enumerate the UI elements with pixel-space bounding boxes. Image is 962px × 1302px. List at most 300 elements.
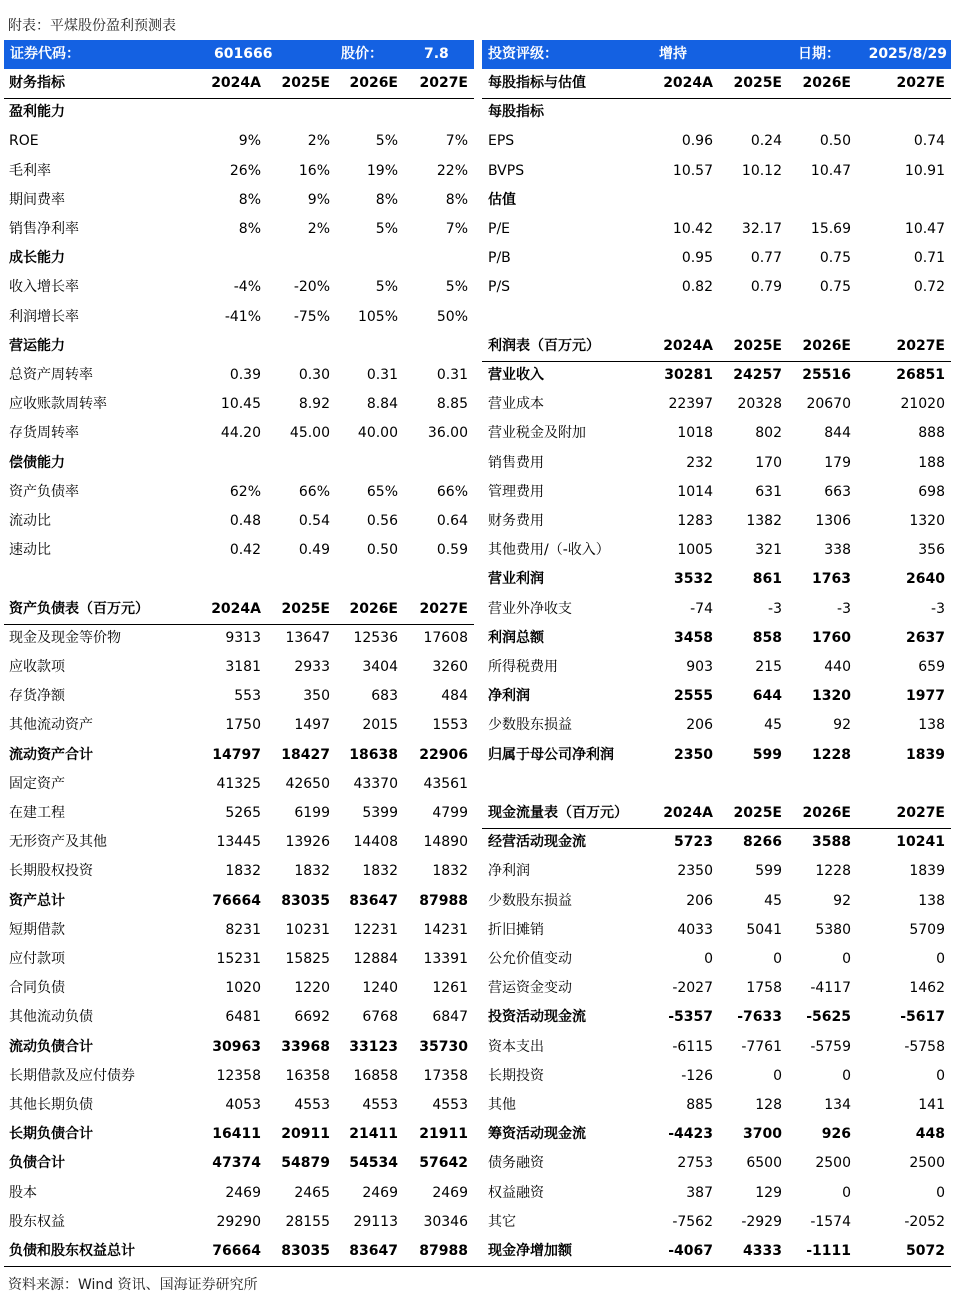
table-row: [4, 186, 474, 215]
value-cell: 15.69: [810, 221, 851, 237]
value-cell: 36.00: [427, 425, 468, 442]
value-cell: 5%: [375, 133, 398, 150]
value-cell: -75%: [293, 308, 330, 325]
value-cell: 50%: [436, 308, 468, 325]
value-cell: 0.82: [681, 279, 713, 296]
row-label: 资本支出: [488, 1038, 544, 1055]
value-cell: 0.56: [366, 513, 398, 529]
section-row: [482, 186, 951, 215]
value-cell: 1832: [294, 863, 330, 880]
value-cell: 0.39: [229, 367, 261, 383]
value-cell: 2500: [909, 1155, 945, 1172]
value-cell: -1574: [810, 1213, 851, 1230]
date-value: 2025/8/29: [868, 46, 947, 62]
value-cell: 22906: [419, 746, 468, 763]
value-cell: -3: [931, 600, 945, 617]
row-label: 长期借款及应付债券: [9, 1067, 135, 1084]
table-row: [4, 390, 474, 419]
value-cell: 1005: [677, 542, 713, 559]
row-label: 现金流量表（百万元）: [488, 805, 628, 821]
value-cell: 2027E: [896, 75, 945, 91]
table-row: [4, 857, 474, 886]
value-cell: 138: [918, 717, 945, 734]
row-label: 总资产周转率: [9, 367, 93, 383]
value-cell: 8266: [743, 834, 782, 851]
value-cell: 5380: [815, 921, 851, 938]
row-label: 偿债能力: [9, 454, 65, 471]
value-cell: 8231: [225, 921, 261, 938]
source-note: 资料来源：Wind 资讯、国海证券研究所: [8, 1277, 258, 1293]
value-cell: 2027E: [419, 75, 468, 91]
value-cell: 6199: [294, 805, 330, 821]
table-row: [482, 1120, 951, 1149]
value-cell: 9%: [307, 191, 330, 208]
value-cell: 5%: [445, 279, 468, 296]
value-cell: 321: [755, 542, 782, 559]
value-cell: 1553: [432, 717, 468, 734]
row-label: 负债和股东权益总计: [9, 1243, 135, 1259]
value-cell: 12536: [353, 629, 398, 646]
value-cell: 4553: [432, 1097, 468, 1113]
value-cell: 170: [755, 454, 782, 471]
value-cell: 2933: [294, 659, 330, 675]
value-cell: 45: [764, 892, 782, 909]
table-header-row: [4, 595, 474, 625]
table-row: [4, 507, 474, 536]
spacer-row: [4, 565, 474, 594]
value-cell: 0: [773, 951, 782, 967]
value-cell: -5759: [810, 1038, 851, 1055]
value-cell: 43561: [423, 775, 468, 792]
value-cell: 2024A: [663, 805, 713, 821]
table-header-row: [482, 69, 951, 99]
value-cell: -2929: [741, 1213, 782, 1230]
table-row: [4, 215, 474, 244]
table-row: [482, 127, 951, 156]
value-cell: 888: [918, 425, 945, 442]
value-cell: 92: [833, 892, 851, 909]
value-cell: 20328: [737, 396, 782, 413]
row-label: 在建工程: [9, 805, 65, 821]
row-label: 营运资金变动: [488, 980, 572, 997]
value-cell: 29290: [216, 1213, 261, 1230]
row-label: 资产负债表（百万元）: [9, 600, 149, 617]
value-cell: 30963: [212, 1038, 261, 1055]
row-label: 现金净增加额: [488, 1243, 572, 1259]
row-label: 其他流动资产: [9, 717, 93, 734]
value-cell: 10.42: [672, 221, 713, 237]
value-cell: 2350: [674, 746, 713, 763]
value-cell: 448: [915, 1126, 945, 1143]
value-cell: 6692: [294, 1009, 330, 1026]
value-cell: 2027E: [896, 337, 945, 354]
value-cell: 105%: [357, 308, 398, 325]
row-label: 销售净利率: [9, 221, 79, 237]
value-cell: 1763: [812, 571, 851, 588]
value-cell: 4553: [362, 1097, 398, 1113]
value-cell: 0.75: [819, 279, 851, 296]
value-cell: 26%: [229, 162, 261, 179]
value-cell: -4067: [668, 1243, 713, 1259]
value-cell: 32.17: [741, 221, 782, 237]
table-row: [482, 1149, 951, 1178]
table-row: [482, 857, 951, 886]
value-cell: 7%: [445, 221, 468, 237]
table-row: [482, 449, 951, 478]
row-label: 筹资活动现金流: [488, 1126, 586, 1143]
table-row: [482, 361, 951, 390]
value-cell: 44.20: [220, 425, 261, 442]
row-label: 长期股权投资: [9, 863, 93, 880]
value-cell: 5%: [375, 279, 398, 296]
table-row: [4, 945, 474, 974]
row-label: 经营活动现金流: [488, 834, 586, 851]
row-label: 每股指标: [488, 104, 544, 121]
table-row: [482, 536, 951, 565]
value-cell: 2637: [906, 629, 945, 646]
table-row: [4, 1033, 474, 1062]
value-cell: 0.42: [229, 542, 261, 559]
table-row: [482, 157, 951, 186]
value-cell: 0.95: [681, 250, 713, 267]
value-cell: 21020: [900, 396, 945, 413]
table-row: [482, 828, 951, 857]
value-cell: 1832: [432, 863, 468, 880]
value-cell: 66%: [436, 483, 468, 500]
section-row: [4, 332, 474, 361]
value-cell: 0: [704, 951, 713, 967]
row-label: 利润表（百万元）: [488, 337, 600, 354]
stock-price-label: 股价：: [341, 46, 383, 62]
value-cell: 387: [686, 1184, 713, 1201]
value-cell: 858: [752, 629, 782, 646]
row-label: 流动负债合计: [9, 1038, 93, 1055]
value-cell: 134: [824, 1097, 851, 1113]
value-cell: 8%: [375, 191, 398, 208]
value-cell: 0.24: [750, 133, 782, 150]
value-cell: 2025E: [733, 337, 782, 354]
value-cell: 13647: [285, 629, 330, 646]
row-label: 盈利能力: [9, 104, 65, 121]
value-cell: 2026E: [349, 600, 398, 617]
value-cell: 25516: [802, 367, 851, 383]
value-cell: 4333: [743, 1243, 782, 1259]
value-cell: 206: [686, 892, 713, 909]
table-row: [4, 536, 474, 565]
row-label: 合同负债: [9, 980, 65, 997]
value-cell: 83647: [349, 892, 398, 909]
value-cell: 20911: [281, 1126, 330, 1143]
value-cell: 1220: [294, 980, 330, 997]
row-label: P/B: [488, 250, 511, 267]
row-label: 应收款项: [9, 659, 65, 675]
value-cell: 350: [303, 688, 330, 705]
value-cell: 14797: [212, 746, 261, 763]
value-cell: 0: [936, 1184, 945, 1201]
section-row: [4, 98, 474, 127]
value-cell: 0.31: [366, 367, 398, 383]
row-label: 利润总额: [488, 629, 544, 646]
value-cell: 2026E: [802, 805, 851, 821]
value-cell: 232: [686, 454, 713, 471]
table-row: [482, 1091, 951, 1120]
value-cell: 0.49: [298, 542, 330, 559]
table-header-row: [482, 332, 951, 362]
row-label: 利润增长率: [9, 308, 79, 325]
row-label: 负债合计: [9, 1155, 65, 1172]
value-cell: 644: [752, 688, 782, 705]
value-cell: 885: [686, 1097, 713, 1113]
value-cell: 2025E: [281, 75, 330, 91]
table-row: [482, 945, 951, 974]
row-label: 财务费用: [488, 513, 544, 529]
value-cell: 2024A: [211, 600, 261, 617]
table-row: [482, 741, 951, 770]
row-label: 营运能力: [9, 337, 65, 354]
value-cell: 8%: [238, 221, 261, 237]
value-cell: 65%: [366, 483, 398, 500]
table-row: [482, 390, 951, 419]
table-row: [4, 478, 474, 507]
table-row: [482, 1062, 951, 1091]
value-cell: 22397: [668, 396, 713, 413]
value-cell: 10.57: [672, 162, 713, 179]
value-cell: -1111: [806, 1243, 851, 1259]
row-label: ROE: [9, 133, 39, 150]
row-label: 营业成本: [488, 396, 544, 413]
table-row: [482, 419, 951, 448]
value-cell: 5041: [746, 921, 782, 938]
value-cell: 9313: [225, 629, 261, 646]
value-cell: 16358: [285, 1067, 330, 1084]
value-cell: 8.85: [436, 396, 468, 413]
row-label: 固定资产: [9, 775, 65, 792]
value-cell: 17358: [423, 1067, 468, 1084]
value-cell: 903: [686, 659, 713, 675]
value-cell: -2027: [672, 980, 713, 997]
value-cell: 599: [752, 746, 782, 763]
value-cell: 1839: [906, 746, 945, 763]
value-cell: 0.50: [366, 542, 398, 559]
value-cell: 13445: [216, 834, 261, 851]
row-label: 无形资产及其他: [9, 834, 107, 851]
table-row: [482, 273, 951, 302]
stock-price-value: 7.8: [424, 46, 449, 62]
value-cell: 4053: [225, 1097, 261, 1113]
value-cell: 0.74: [913, 133, 945, 150]
value-cell: 215: [755, 659, 782, 675]
value-cell: 92: [833, 717, 851, 734]
value-cell: 16858: [353, 1067, 398, 1084]
row-label: 营业外净收支: [488, 600, 572, 617]
value-cell: 0.31: [436, 367, 468, 383]
value-cell: 1839: [909, 863, 945, 880]
value-cell: 1320: [812, 688, 851, 705]
value-cell: 1228: [815, 863, 851, 880]
value-cell: 802: [755, 425, 782, 442]
value-cell: 2753: [677, 1155, 713, 1172]
value-cell: -20%: [293, 279, 330, 296]
spacer-row: [482, 303, 951, 332]
value-cell: 10241: [896, 834, 945, 851]
table-row: [4, 887, 474, 916]
table-row: [482, 1208, 951, 1237]
value-cell: 30281: [664, 367, 713, 383]
value-cell: 5709: [909, 921, 945, 938]
row-label: 投资活动现金流: [488, 1009, 586, 1026]
value-cell: 76664: [212, 1243, 261, 1259]
value-cell: 3404: [362, 659, 398, 675]
table-row: [4, 711, 474, 740]
value-cell: 33968: [281, 1038, 330, 1055]
value-cell: 10.12: [741, 162, 782, 179]
value-cell: 4799: [432, 805, 468, 821]
value-cell: 19%: [366, 162, 398, 179]
value-cell: 87988: [419, 1243, 468, 1259]
value-cell: 2469: [225, 1184, 261, 1201]
table-row: [4, 828, 474, 857]
value-cell: -7633: [737, 1009, 782, 1026]
table-row: [482, 974, 951, 1003]
row-label: 所得税费用: [488, 659, 558, 675]
value-cell: 83035: [281, 892, 330, 909]
value-cell: 30346: [423, 1213, 468, 1230]
table-header-row: [482, 799, 951, 829]
value-cell: 631: [755, 483, 782, 500]
value-cell: 16411: [212, 1126, 261, 1143]
value-cell: 141: [918, 1097, 945, 1113]
row-label: 财务指标: [9, 75, 65, 91]
value-cell: 66%: [298, 483, 330, 500]
value-cell: 1758: [746, 980, 782, 997]
value-cell: 6481: [225, 1009, 261, 1026]
value-cell: 5%: [375, 221, 398, 237]
value-cell: 599: [755, 863, 782, 880]
value-cell: 1977: [906, 688, 945, 705]
value-cell: 179: [824, 454, 851, 471]
value-cell: 2%: [307, 133, 330, 150]
value-cell: 2555: [674, 688, 713, 705]
footer-rule: [4, 1266, 951, 1267]
table-row: [4, 273, 474, 302]
value-cell: 0: [936, 1067, 945, 1084]
value-cell: 926: [821, 1126, 851, 1143]
table-row: [482, 1237, 951, 1266]
table-row: [482, 565, 951, 594]
value-cell: 0.75: [819, 250, 851, 267]
value-cell: 33123: [349, 1038, 398, 1055]
value-cell: 1382: [746, 513, 782, 529]
value-cell: 24257: [733, 367, 782, 383]
table-row: [482, 595, 951, 624]
value-cell: 0: [842, 1067, 851, 1084]
row-label: 销售费用: [488, 454, 544, 471]
row-label: 毛利率: [9, 162, 51, 179]
table-row: [4, 974, 474, 1003]
value-cell: 1320: [909, 513, 945, 529]
value-cell: 6500: [746, 1155, 782, 1172]
table-row: [4, 770, 474, 799]
value-cell: 128: [755, 1097, 782, 1113]
value-cell: 2026E: [802, 337, 851, 354]
value-cell: 0.30: [298, 367, 330, 383]
value-cell: 15231: [216, 951, 261, 967]
row-label: BVPS: [488, 162, 525, 179]
report-title: 附表：平煤股份盈利预测表: [8, 18, 176, 34]
row-label: 营业税金及附加: [488, 425, 586, 442]
table-row: [482, 916, 951, 945]
value-cell: 356: [918, 542, 945, 559]
value-cell: 12231: [353, 921, 398, 938]
row-label: 折旧摊销: [488, 921, 544, 938]
row-label: 资产负债率: [9, 483, 79, 500]
row-label: 营业利润: [488, 571, 544, 588]
value-cell: 18427: [281, 746, 330, 763]
value-cell: 8%: [445, 191, 468, 208]
value-cell: 14890: [423, 834, 468, 851]
section-row: [4, 449, 474, 478]
row-label: 资产总计: [9, 892, 65, 909]
value-cell: 659: [918, 659, 945, 675]
value-cell: 1832: [225, 863, 261, 880]
rating-value: 增持: [659, 46, 687, 62]
value-cell: 45.00: [289, 425, 330, 442]
left-table-panel: [4, 69, 474, 1266]
value-cell: 2024A: [663, 337, 713, 354]
table-row: [4, 1149, 474, 1178]
value-cell: 861: [752, 571, 782, 588]
table-row: [4, 1091, 474, 1120]
value-cell: 0: [842, 951, 851, 967]
table-row: [4, 1062, 474, 1091]
stock-info-bar-left: [4, 40, 474, 69]
value-cell: 35730: [419, 1038, 468, 1055]
section-row: [4, 244, 474, 273]
value-cell: 10.45: [220, 396, 261, 413]
value-cell: 844: [824, 425, 851, 442]
row-label: 收入增长率: [9, 279, 79, 296]
value-cell: 0.77: [750, 250, 782, 267]
value-cell: -41%: [224, 308, 261, 325]
value-cell: 188: [918, 454, 945, 471]
table-row: [482, 653, 951, 682]
row-label: 少数股东损益: [488, 717, 572, 734]
value-cell: 4033: [677, 921, 713, 938]
row-label: P/E: [488, 221, 511, 237]
stock-code-value: 601666: [214, 46, 273, 62]
row-label: 估值: [488, 191, 516, 208]
value-cell: 8.92: [298, 396, 330, 413]
table-row: [482, 1179, 951, 1208]
value-cell: 87988: [419, 892, 468, 909]
value-cell: -4117: [810, 980, 851, 997]
value-cell: 47374: [212, 1155, 261, 1172]
table-row: [4, 127, 474, 156]
table-row: [482, 478, 951, 507]
value-cell: -7761: [741, 1038, 782, 1055]
value-cell: 41325: [216, 775, 261, 792]
value-cell: 0.71: [913, 250, 945, 267]
value-cell: -4%: [233, 279, 261, 296]
row-label: 每股指标与估值: [488, 75, 586, 91]
value-cell: 3588: [812, 834, 851, 851]
row-label: 净利润: [488, 863, 530, 880]
value-cell: 5399: [362, 805, 398, 821]
value-cell: 10231: [285, 921, 330, 938]
value-cell: 17608: [423, 629, 468, 646]
row-label: 应收账款周转率: [9, 396, 107, 413]
value-cell: 20670: [806, 396, 851, 413]
